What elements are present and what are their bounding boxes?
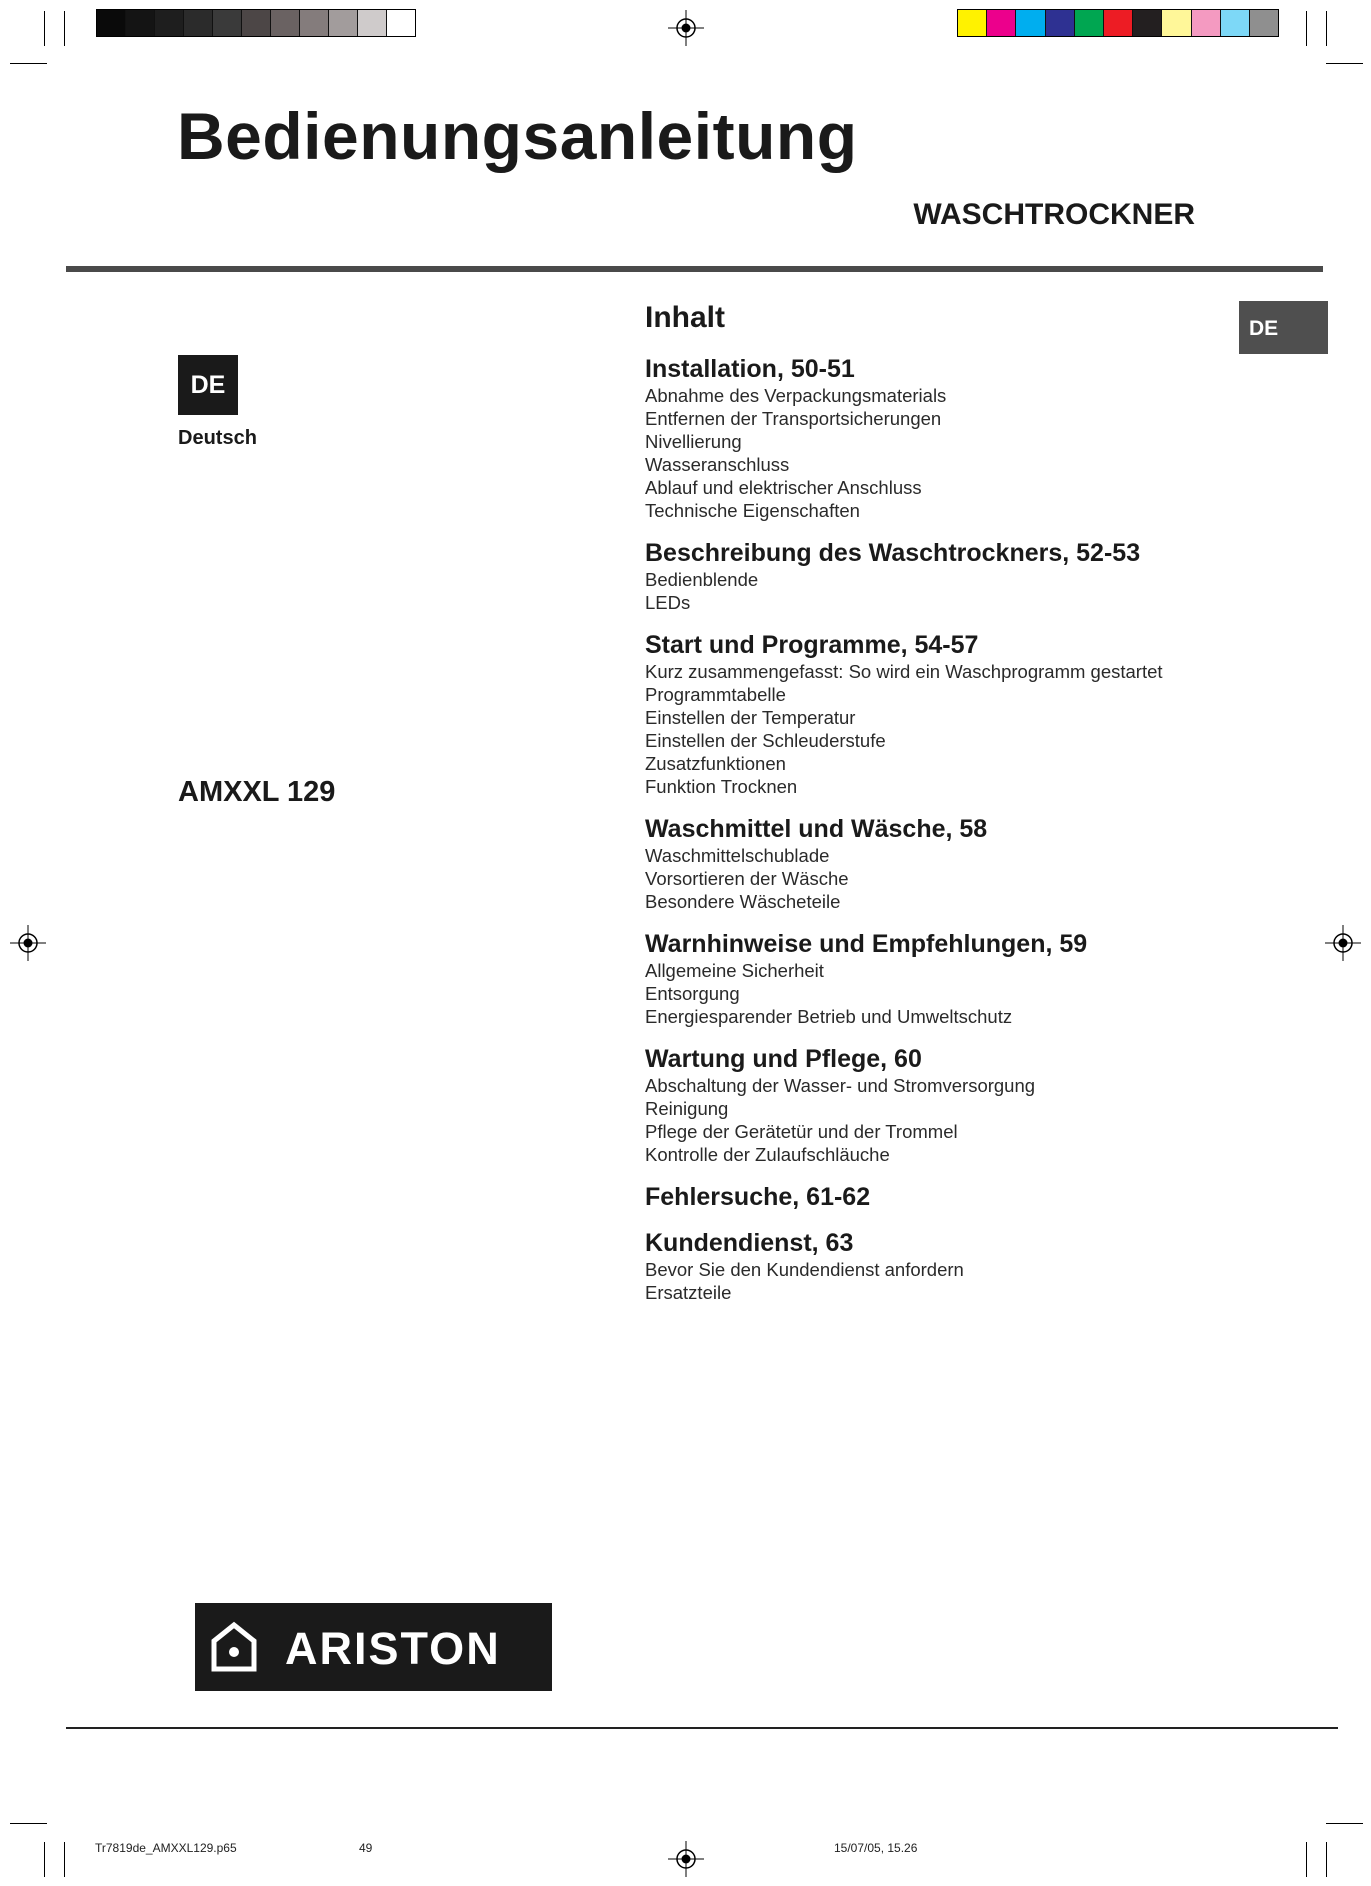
- toc-section: [645, 929, 1245, 1028]
- color-swatch: [1104, 10, 1133, 36]
- registration-mark-icon: [668, 1841, 704, 1877]
- color-swatch: [1192, 10, 1221, 36]
- toc-item: Pflege der Gerätetür und der Trommel: [645, 1121, 958, 1142]
- toc-item: Abnahme des Verpackungsmaterials: [645, 385, 947, 406]
- crop-mark: [44, 1842, 45, 1877]
- toc-section: [645, 1044, 1245, 1166]
- crop-mark: [10, 63, 47, 64]
- color-swatch: [242, 10, 271, 36]
- toc-section: [645, 814, 1245, 913]
- toc-item: Zusatzfunktionen: [645, 753, 786, 774]
- model-number: AMXXL 129: [178, 776, 336, 808]
- grayscale-calibration-bar: [96, 9, 416, 37]
- footer-page-number: 49: [359, 1841, 373, 1855]
- color-swatch: [300, 10, 329, 36]
- registration-mark-icon: [10, 925, 46, 961]
- toc-sections: [645, 354, 1245, 1304]
- footer-divider: [66, 1727, 1338, 1729]
- crop-mark: [1306, 11, 1307, 46]
- color-swatch: [1162, 10, 1191, 36]
- toc-item: Ablauf und elektrischer Anschluss: [645, 477, 922, 498]
- header-divider: [66, 266, 1323, 272]
- toc-item: Besondere Wäscheteile: [645, 891, 841, 912]
- toc-item: Entsorgung: [645, 983, 740, 1004]
- toc-item: Programmtabelle: [645, 684, 786, 705]
- language-name: Deutsch: [178, 427, 257, 449]
- toc-item: Einstellen der Temperatur: [645, 707, 856, 728]
- color-swatch: [1133, 10, 1162, 36]
- toc-section: [645, 538, 1245, 614]
- toc-section-heading: Kundendienst, 63: [645, 1229, 854, 1257]
- language-code-badge: DE: [178, 355, 238, 415]
- toc-section-heading: Start und Programme, 54-57: [645, 631, 979, 659]
- table-of-contents: [645, 300, 1245, 1320]
- language-side-tab: DE: [1239, 301, 1328, 354]
- toc-item: Bedienblende: [645, 569, 759, 590]
- footer-datetime: 15/07/05, 15.26: [834, 1841, 918, 1855]
- toc-item: Kontrolle der Zulaufschläuche: [645, 1144, 890, 1165]
- color-swatch: [1250, 10, 1278, 36]
- registration-mark-icon: [668, 10, 704, 46]
- footer-filename: Tr7819de_AMXXL129.p65: [95, 1841, 237, 1855]
- toc-section-heading: Fehlersuche, 61-62: [645, 1183, 871, 1211]
- toc-item: Nivellierung: [645, 431, 742, 452]
- toc-item: Kurz zusammengefasst: So wird ein Waschprogramm gestartet: [645, 661, 1163, 682]
- color-swatch: [958, 10, 987, 36]
- crop-mark: [64, 1842, 65, 1877]
- color-swatch: [213, 10, 242, 36]
- toc-section-heading: Waschmittel und Wäsche, 58: [645, 815, 988, 843]
- toc-item: Technische Eigenschaften: [645, 500, 860, 521]
- color-swatch: [1221, 10, 1250, 36]
- color-swatch: [1046, 10, 1075, 36]
- registration-mark-icon: [1325, 925, 1361, 961]
- crop-mark: [1326, 1842, 1327, 1877]
- product-type: WASCHTROCKNER: [913, 198, 1195, 231]
- toc-item: Funktion Trocknen: [645, 776, 798, 797]
- toc-section-heading: Wartung und Pflege, 60: [645, 1045, 922, 1073]
- toc-title: Inhalt: [645, 301, 725, 334]
- toc-item: Allgemeine Sicherheit: [645, 960, 824, 981]
- toc-section-heading: Beschreibung des Waschtrockners, 52-53: [645, 539, 1141, 567]
- toc-section: [645, 354, 1245, 522]
- crop-mark: [10, 1823, 47, 1824]
- color-swatch: [155, 10, 184, 36]
- house-icon: [209, 1621, 259, 1673]
- logo-text: ARISTON: [285, 1623, 501, 1674]
- toc-section-heading: Warnhinweise und Empfehlungen, 59: [645, 930, 1088, 958]
- ariston-logo: [195, 1603, 552, 1691]
- toc-item: Reinigung: [645, 1098, 729, 1119]
- toc-item: Waschmittelschublade: [645, 845, 830, 866]
- crop-mark: [1326, 11, 1327, 46]
- color-swatch: [184, 10, 213, 36]
- toc-section: [645, 1228, 1245, 1304]
- toc-item: Energiesparender Betrieb und Umweltschutz: [645, 1006, 1013, 1027]
- color-swatch: [1075, 10, 1104, 36]
- toc-section-heading: Installation, 50-51: [645, 355, 855, 383]
- toc-item: Bevor Sie den Kundendienst anfordern: [645, 1259, 964, 1280]
- toc-item: Entfernen der Transportsicherungen: [645, 408, 942, 429]
- toc-item: Vorsortieren der Wäsche: [645, 868, 849, 889]
- color-swatch: [358, 10, 387, 36]
- toc-item: LEDs: [645, 592, 691, 613]
- color-swatch: [126, 10, 155, 36]
- toc-item: Wasseranschluss: [645, 454, 790, 475]
- color-swatch: [329, 10, 358, 36]
- toc-item: Abschaltung der Wasser- und Stromversorgung: [645, 1075, 1036, 1096]
- crop-mark: [1326, 63, 1363, 64]
- toc-item: Einstellen der Schleuderstufe: [645, 730, 886, 751]
- color-calibration-bar: [957, 9, 1279, 37]
- toc-section: [645, 630, 1245, 798]
- crop-mark: [1306, 1842, 1307, 1877]
- color-swatch: [97, 10, 126, 36]
- color-swatch: [987, 10, 1016, 36]
- page-title: Bedienungsanleitung: [177, 99, 858, 173]
- color-swatch: [271, 10, 300, 36]
- toc-section: [645, 1182, 1245, 1212]
- crop-mark: [44, 11, 45, 46]
- toc-item: Ersatzteile: [645, 1282, 732, 1303]
- crop-mark: [1326, 1823, 1363, 1824]
- crop-mark: [64, 11, 65, 46]
- color-swatch: [387, 10, 415, 36]
- color-swatch: [1016, 10, 1045, 36]
